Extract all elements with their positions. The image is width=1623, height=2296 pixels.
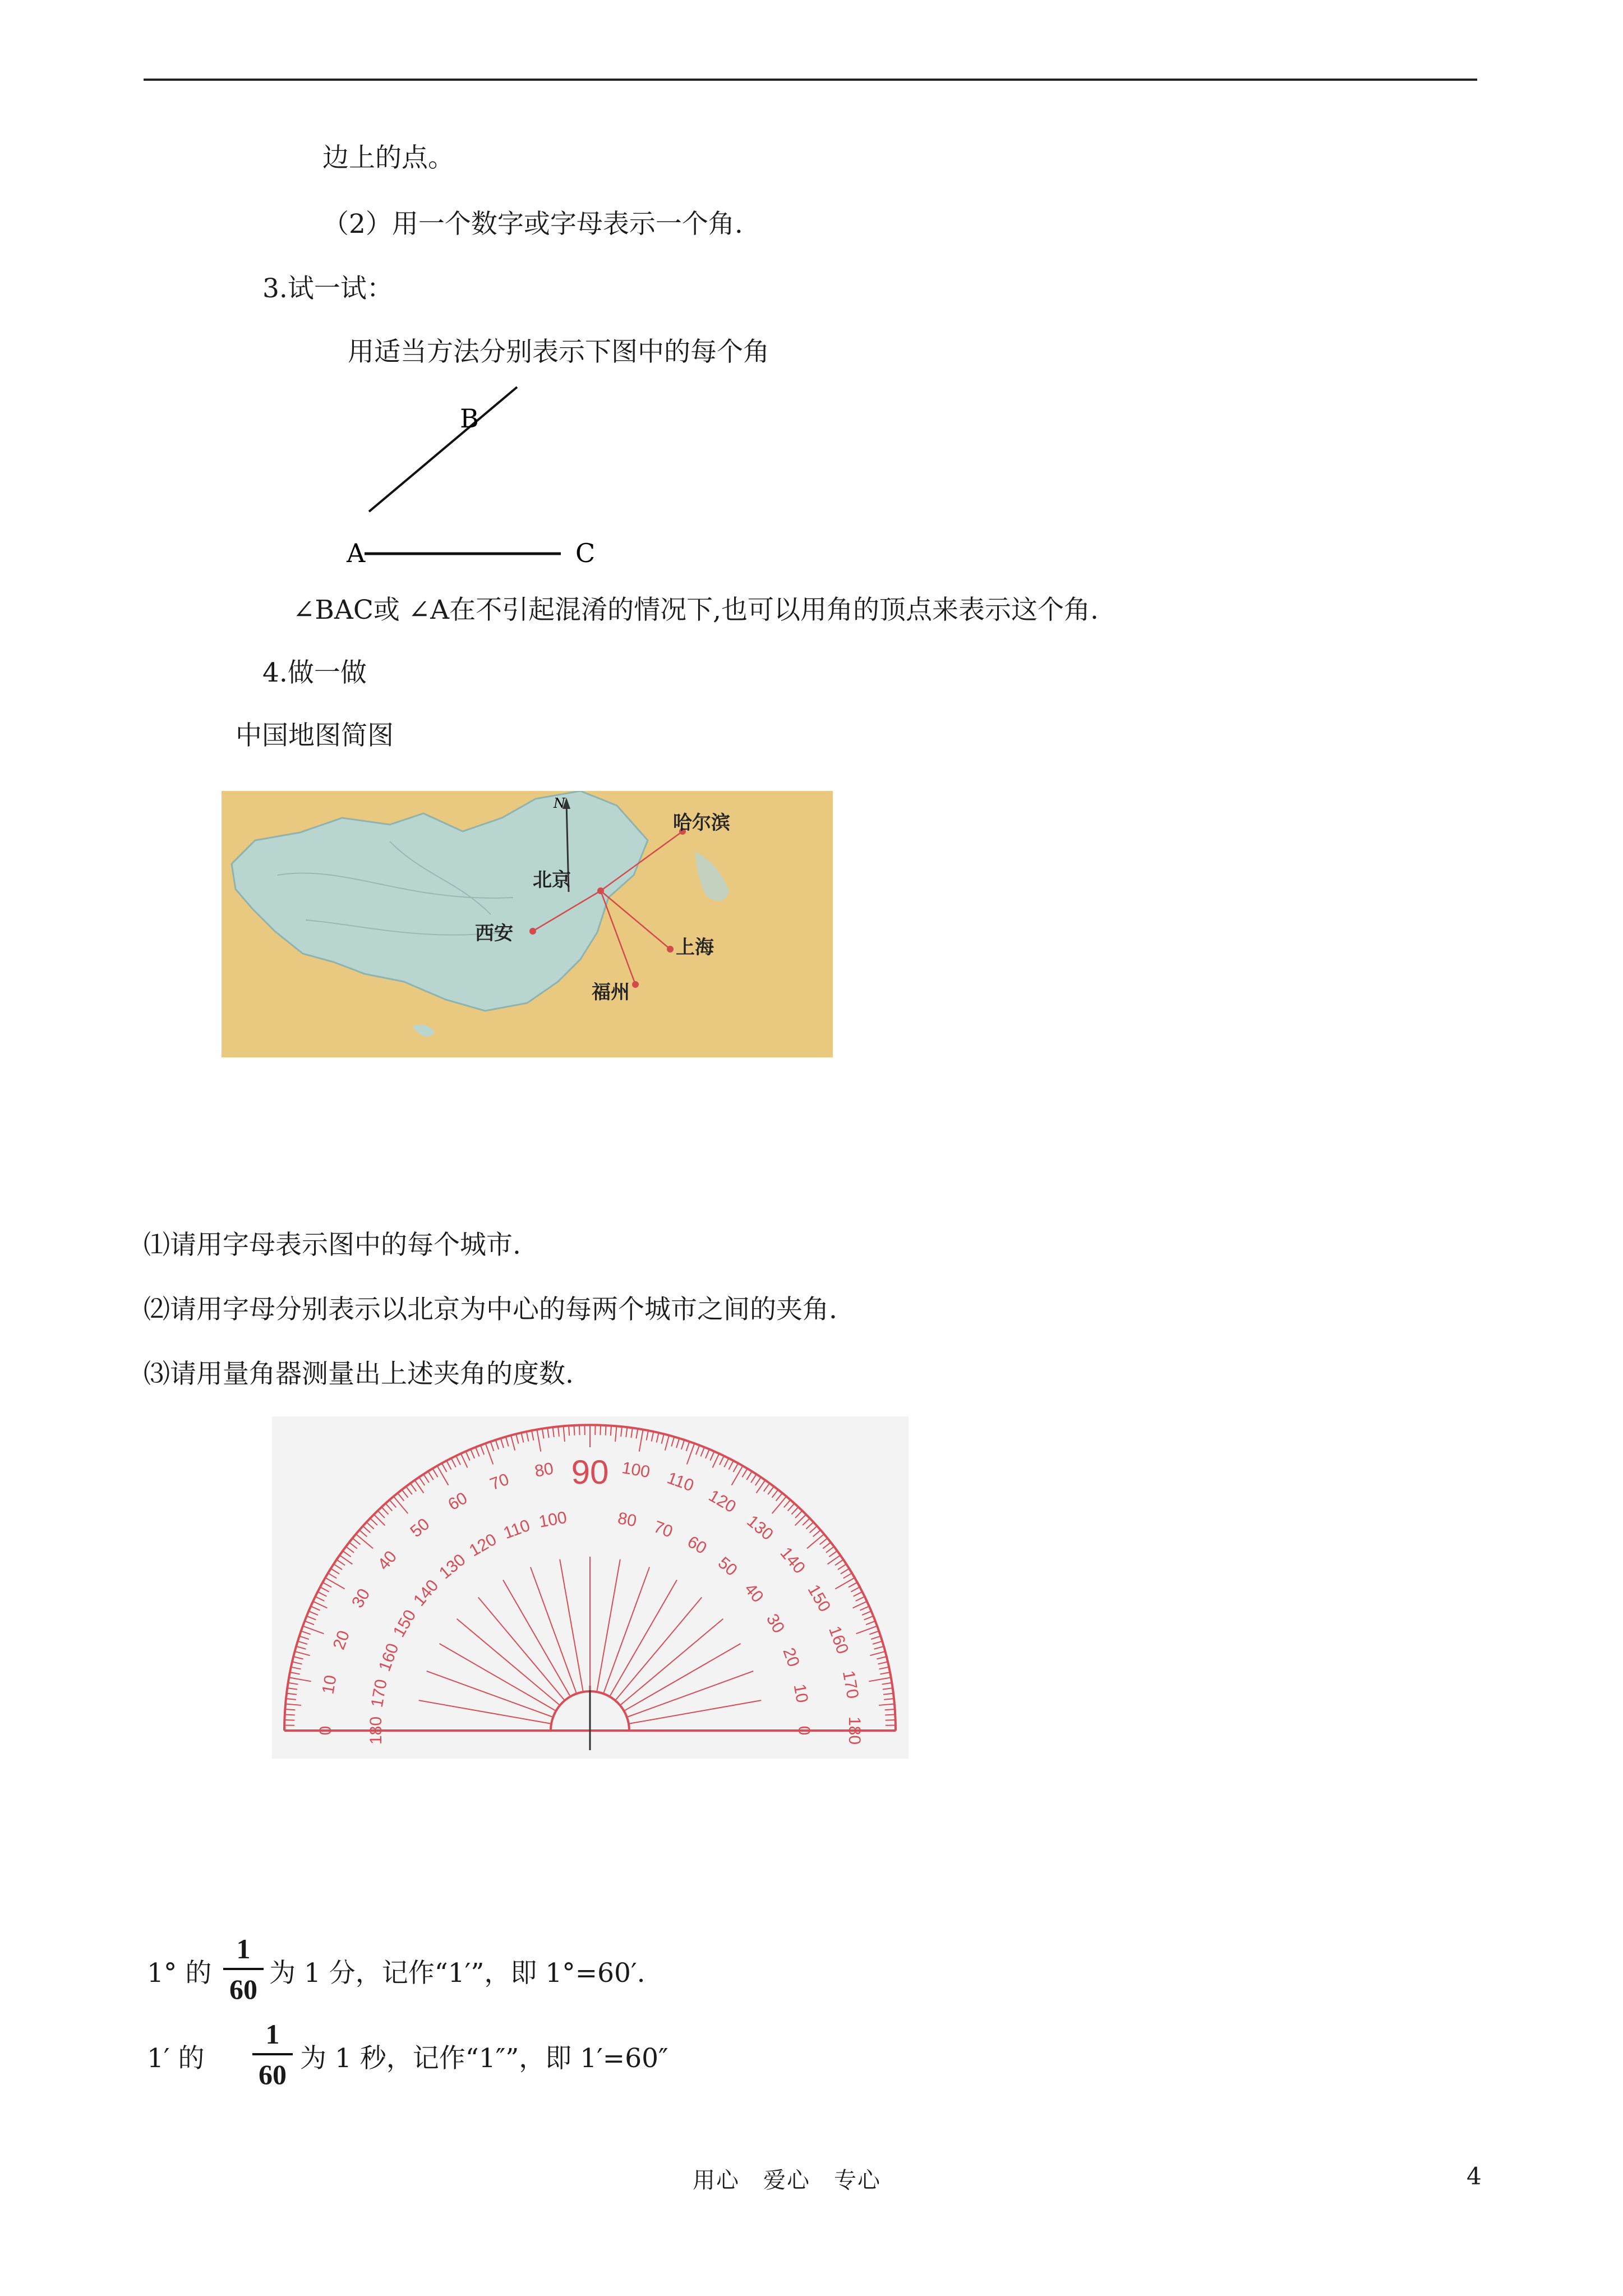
protractor-tick [686, 1442, 690, 1451]
protractor-tick [803, 1518, 810, 1525]
protractor-spoke [597, 1559, 620, 1691]
protractor-scale-label: 110 [665, 1469, 697, 1496]
protractor-tick [681, 1440, 685, 1450]
protractor-spoke [621, 1619, 723, 1705]
protractor-tick [724, 1458, 728, 1467]
protractor-tick [501, 1438, 504, 1448]
question-3: ⑶请用量角器测量出上述夹角的度数. [144, 1359, 574, 1389]
protractor-tick [521, 1433, 523, 1443]
china-map-figure [222, 791, 833, 1057]
minute-def-prefix: 1° 的 [147, 1958, 212, 1989]
protractor-tick [885, 1714, 895, 1715]
protractor-tick [671, 1437, 674, 1446]
protractor-tick [352, 1538, 360, 1544]
minute-def-suffix: 为 1 分，记作“1′”，即 1°=60′. [269, 1958, 645, 1989]
protractor-tick [285, 1709, 295, 1710]
protractor-tick [423, 1474, 429, 1483]
protractor-tick [813, 1530, 821, 1536]
protractor-tick [389, 1500, 396, 1508]
protractor-tick [295, 1651, 310, 1655]
protractor-tick [527, 1432, 529, 1442]
city-xian: 西安 [475, 922, 513, 945]
protractor-scale-label: 40 [740, 1580, 767, 1607]
protractor-tick [843, 1573, 852, 1578]
protractor-tick [700, 1447, 704, 1457]
minute-fraction [223, 1933, 264, 2005]
protractor-tick [547, 1428, 549, 1438]
protractor-tick [532, 1430, 533, 1441]
protractor-tick [657, 1433, 659, 1443]
protractor-tick [308, 1611, 318, 1615]
fraction-bar [223, 1968, 264, 1970]
protractor-scale-label: 0 [795, 1726, 814, 1736]
protractor-tick [558, 1427, 559, 1437]
protractor-tick [287, 1688, 297, 1690]
protractor-scale-label: 70 [487, 1470, 512, 1494]
protractor-tick [381, 1507, 388, 1514]
protractor-tick [442, 1463, 447, 1472]
protractor-tick [791, 1507, 798, 1514]
protractor-tick [751, 1474, 757, 1483]
protractor-tick [871, 1636, 880, 1640]
protractor-tick [331, 1568, 339, 1574]
protractor-tick [776, 1493, 782, 1501]
label-a: A [347, 538, 366, 567]
protractor-scale-label: 130 [743, 1512, 777, 1544]
protractor-spoke [457, 1619, 559, 1705]
ray-ab [369, 387, 517, 512]
protractor-tick [491, 1442, 494, 1451]
protractor-tick [542, 1429, 544, 1439]
protractor-scale-label: 30 [762, 1611, 789, 1636]
city-dot-xian [529, 928, 536, 935]
protractor-tick [854, 1592, 863, 1596]
protractor-tick [291, 1667, 301, 1669]
protractor-scale-label: 150 [804, 1581, 834, 1616]
protractor-tick [328, 1573, 336, 1578]
protractor-tick [853, 1602, 867, 1608]
protractor-spoke [630, 1700, 761, 1723]
protractor-scale-label: 100 [620, 1458, 652, 1482]
header-rule [144, 79, 1477, 81]
protractor-tick [856, 1596, 865, 1601]
protractor-scale-label: 100 [537, 1508, 569, 1531]
protractor-tick [768, 1487, 774, 1494]
protractor-tick [883, 1688, 893, 1690]
protractor-tick [506, 1437, 509, 1446]
protractor-90-label: 90 [571, 1453, 609, 1491]
protractor-tick [873, 1641, 882, 1644]
protractor-tick [879, 1704, 895, 1705]
protractor-tick [363, 1526, 370, 1533]
protractor-tick [343, 1551, 351, 1557]
question-2: ⑵请用字母分别表示以北京为中心的每两个城市之间的夹角. [144, 1294, 837, 1325]
protractor-scale-label: 10 [319, 1673, 340, 1696]
protractor-tick [411, 1483, 417, 1492]
protractor-tick [481, 1445, 484, 1455]
protractor-tick [293, 1657, 303, 1659]
protractor-tick [732, 1466, 743, 1485]
fraction-bar [252, 2053, 293, 2055]
protractor-tick [884, 1699, 894, 1700]
protractor-scale-label: 20 [779, 1645, 803, 1669]
protractor-spoke [628, 1671, 754, 1717]
protractor-tick [299, 1636, 309, 1640]
minute-numerator: 1 [236, 1933, 251, 1964]
second-def-prefix: 1′ 的 [147, 2043, 205, 2074]
protractor-tick [428, 1471, 434, 1480]
protractor-spoke [616, 1598, 702, 1700]
text-line-notation: ∠BAC或 ∠A在不引起混淆的情况下,也可以用角的顶点来表示这个角. [293, 595, 1099, 625]
protractor-scale-label: 120 [466, 1530, 500, 1561]
protractor-tick [496, 1440, 499, 1450]
protractor-tick [461, 1453, 468, 1467]
text-line-1: 边上的点。 [322, 142, 454, 173]
protractor-scale-label: 10 [790, 1682, 811, 1705]
protractor-tick [788, 1503, 795, 1511]
protractor-tick [349, 1542, 357, 1548]
protractor-scale-label: 20 [329, 1628, 354, 1653]
protractor-tick [511, 1435, 515, 1451]
map-caption: 中国地图简图 [236, 720, 394, 751]
protractor-tick [795, 1511, 803, 1518]
protractor-spoke [610, 1580, 677, 1696]
section-heading-do: 4.做一做 [262, 657, 367, 688]
protractor-tick [728, 1461, 733, 1470]
protractor-tick [307, 1616, 316, 1620]
second-def-suffix: 为 1 秒，记作“1″”，即 1′=60″ [300, 2043, 668, 2074]
protractor-scale-label: 180 [845, 1716, 864, 1745]
protractor-tick [652, 1432, 654, 1442]
protractor-tick [346, 1547, 354, 1553]
protractor-spoke [503, 1580, 570, 1696]
protractor-tick [874, 1646, 884, 1649]
city-dot-shanghai [667, 946, 674, 953]
protractor-spoke [427, 1671, 552, 1717]
protractor-tick [285, 1714, 295, 1715]
protractor-tick [288, 1683, 298, 1685]
protractor-tick [631, 1428, 633, 1438]
protractor-tick [720, 1456, 724, 1465]
label-c: C [575, 538, 596, 567]
protractor-tick [317, 1592, 326, 1596]
section-heading-try: 3.试一试： [262, 273, 393, 304]
protractor-tick [877, 1657, 886, 1659]
protractor-tick [712, 1453, 719, 1467]
protractor-tick [810, 1526, 817, 1533]
protractor-tick [755, 1477, 761, 1485]
protractor-tick [665, 1435, 669, 1451]
protractor-tick [315, 1596, 324, 1601]
protractor-tick [359, 1530, 367, 1536]
protractor-tick [661, 1434, 663, 1443]
page-number: 4 [1467, 2162, 1482, 2190]
protractor-tick [710, 1451, 714, 1460]
protractor-scale-label: 120 [705, 1486, 739, 1517]
protractor-scale-label: 70 [651, 1517, 675, 1542]
protractor-scale-label: 60 [445, 1488, 471, 1515]
protractor-tick [406, 1487, 412, 1494]
protractor-tick [615, 1426, 616, 1442]
label-b: B [460, 403, 479, 434]
protractor-scale-label: 150 [389, 1607, 420, 1641]
city-shanghai: 上海 [676, 936, 714, 959]
protractor-tick [676, 1438, 679, 1448]
protractor-tick [621, 1427, 622, 1437]
protractor-tick [537, 1429, 541, 1451]
city-harbin: 哈尔滨 [673, 812, 730, 834]
protractor-tick [285, 1704, 301, 1705]
protractor-tick [334, 1564, 342, 1570]
protractor-tick [806, 1522, 813, 1529]
protractor-tick [639, 1429, 643, 1451]
protractor-tick [883, 1694, 893, 1695]
city-beijing: 北京 [533, 869, 571, 891]
protractor-tick [807, 1534, 824, 1549]
protractor-tick [296, 1646, 306, 1649]
second-denominator: 60 [259, 2059, 287, 2090]
protractor-scale-label: 40 [374, 1547, 401, 1574]
protractor-scale-label: 30 [348, 1585, 374, 1611]
protractor-tick [451, 1458, 456, 1467]
protractor-tick [849, 1582, 857, 1588]
protractor-tick [446, 1461, 451, 1470]
protractor-tick [742, 1469, 747, 1477]
second-fraction [252, 2018, 293, 2090]
protractor-scale-label: 170 [367, 1678, 391, 1709]
angle-bac-figure [336, 376, 617, 567]
protractor-spoke [419, 1700, 550, 1723]
protractor-tick [772, 1490, 778, 1498]
protractor-tick [636, 1429, 638, 1439]
protractor-tick [356, 1534, 374, 1549]
protractor-spoke [531, 1567, 576, 1693]
city-dot-fuzhou [632, 981, 639, 988]
protractor-tick [456, 1456, 460, 1465]
protractor-scale-label: 140 [409, 1576, 442, 1610]
north-label: N [554, 795, 565, 811]
protractor-tick [298, 1641, 307, 1644]
protractor-spoke [604, 1567, 649, 1693]
protractor-spoke [440, 1644, 555, 1710]
protractor-scale-label: 50 [714, 1553, 741, 1580]
protractor-scale-label: 80 [533, 1459, 555, 1481]
protractor-tick [829, 1551, 837, 1557]
protractor-scale-label: 130 [435, 1550, 469, 1583]
protractor-tick [325, 1578, 345, 1589]
protractor [272, 1416, 909, 1759]
protractor-tick [879, 1667, 889, 1669]
footer-motto: 用心 爱心 专心 [693, 2168, 881, 2193]
protractor-tick [377, 1511, 385, 1518]
protractor-scale-label: 160 [825, 1623, 852, 1657]
protractor-tick [516, 1434, 518, 1443]
protractor-tick [471, 1449, 474, 1458]
protractor-scale-label: 50 [407, 1515, 434, 1542]
protractor-tick [706, 1449, 709, 1458]
protractor-tick [647, 1430, 648, 1441]
protractor-tick [437, 1466, 449, 1485]
protractor-figure [272, 1416, 909, 1759]
protractor-tick [465, 1451, 469, 1460]
protractor-tick [370, 1518, 377, 1525]
protractor-tick [860, 1606, 869, 1610]
city-dot-beijing [597, 887, 604, 894]
protractor-tick [826, 1547, 834, 1553]
protractor-tick [835, 1578, 855, 1589]
protractor-tick [476, 1447, 479, 1457]
protractor-tick [764, 1483, 770, 1492]
protractor-tick [835, 1559, 843, 1565]
protractor-tick [841, 1568, 849, 1574]
protractor-tick [869, 1677, 891, 1681]
protractor-spoke [478, 1598, 564, 1700]
minute-denominator: 60 [229, 1973, 257, 2005]
protractor-tick [394, 1497, 408, 1514]
protractor-tick [772, 1497, 787, 1514]
protractor-scale-label: 180 [366, 1716, 385, 1745]
protractor-scale-label: 170 [838, 1669, 863, 1700]
protractor-tick [579, 1425, 580, 1435]
protractor-tick [851, 1587, 860, 1591]
protractor-tick [564, 1426, 565, 1442]
protractor-scale-label: 110 [501, 1516, 533, 1543]
protractor-tick [305, 1621, 314, 1625]
protractor-tick [320, 1587, 329, 1591]
protractor-tick [746, 1471, 752, 1480]
protractor-tick [864, 1616, 874, 1620]
protractor-tick [287, 1694, 297, 1695]
protractor-tick [553, 1427, 554, 1437]
protractor-tick [882, 1683, 892, 1685]
protractor-tick [878, 1662, 888, 1664]
protractor-tick [626, 1427, 627, 1437]
protractor-tick [432, 1469, 437, 1477]
protractor-tick [366, 1522, 374, 1529]
protractor-tick [600, 1425, 601, 1435]
protractor-tick [784, 1500, 791, 1508]
protractor-spoke [560, 1559, 583, 1691]
protractor-tick [869, 1631, 879, 1635]
protractor-tick [311, 1606, 320, 1610]
protractor-scale-label: 160 [375, 1641, 403, 1674]
protractor-tick [292, 1662, 302, 1664]
protractor-tick [398, 1493, 404, 1501]
protractor-scale-label: 60 [684, 1532, 710, 1558]
protractor-tick [885, 1709, 895, 1710]
protractor-tick [286, 1699, 296, 1700]
protractor-tick [313, 1602, 327, 1608]
protractor-tick [870, 1651, 885, 1655]
protractor-scale-label: 140 [776, 1544, 809, 1577]
protractor-tick [290, 1672, 300, 1674]
protractor-tick [301, 1631, 311, 1635]
question-1: ⑴请用字母表示图中的每个城市. [144, 1230, 521, 1260]
protractor-tick [696, 1445, 699, 1455]
protractor-scale-label: 0 [316, 1726, 335, 1736]
protractor-tick [733, 1463, 738, 1472]
protractor-tick [322, 1582, 331, 1588]
text-line-2: （2）用一个数字或字母表示一个角. [322, 209, 743, 240]
protractor-tick [823, 1542, 831, 1548]
protractor-tick [289, 1677, 311, 1681]
protractor-tick [866, 1621, 875, 1625]
protractor-tick [385, 1503, 392, 1511]
protractor-spoke [625, 1644, 740, 1710]
protractor-tick [402, 1490, 408, 1498]
city-fuzhou: 福州 [592, 981, 630, 1004]
protractor-tick [336, 1559, 345, 1565]
protractor-tick [838, 1564, 846, 1570]
text-line-instruction: 用适当方法分别表示下图中的每个角 [348, 337, 769, 367]
protractor-tick [419, 1477, 425, 1485]
protractor-scale-label: 80 [616, 1509, 638, 1531]
protractor-tick [880, 1672, 890, 1674]
protractor-tick [862, 1611, 872, 1615]
protractor-tick [820, 1538, 828, 1544]
second-numerator: 1 [265, 2018, 280, 2050]
